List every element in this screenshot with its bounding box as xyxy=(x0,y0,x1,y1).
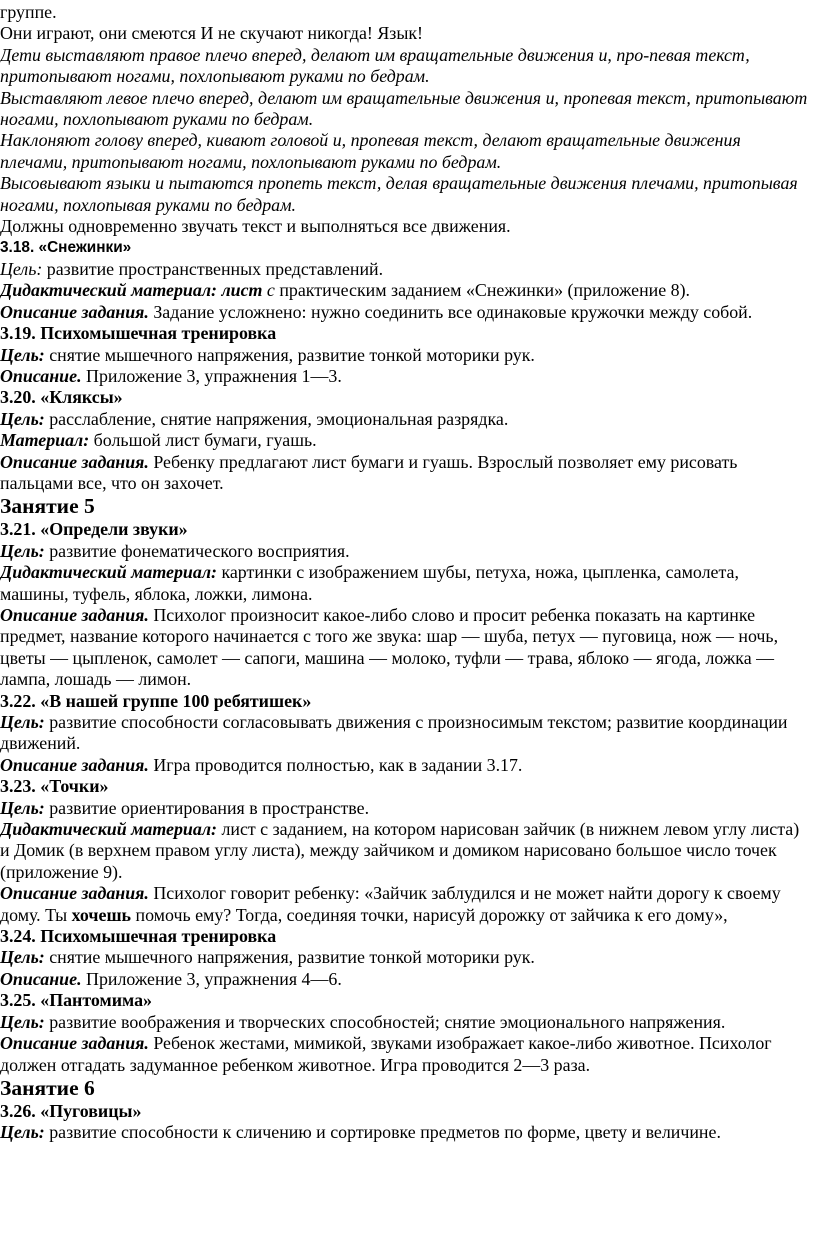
instruction-paragraph: Наклоняют голову вперед, кивают головой и, пропевая текст, делают вращательные движения плечами, притопывают ногами, похлопывают руками по бедрам. xyxy=(0,130,741,172)
description-paragraph xyxy=(0,302,810,323)
material-line xyxy=(0,562,810,605)
description-text: Ребенку предлагают лист бумаги и гуашь. Взрослый позволяет ему рисовать пальцами все, что он захочет. xyxy=(0,451,738,493)
goal-text: развитие способности к сличению и сортировке предметов по форме, цвету и величине. xyxy=(44,1122,721,1143)
description-paragraph xyxy=(0,366,810,387)
description-text: Игра проводится полностью, как в задании 3.17. xyxy=(148,754,523,775)
material-text: практическим заданием «Снежинки» (приложение 8). xyxy=(274,280,691,301)
description-label: Описание. xyxy=(0,365,82,386)
instruction-paragraph: Дети выставляют правое плечо вперед, делают им вращательные движения и, про-певая текст, притопывают ногами, похлопывают руками по бедрам. xyxy=(0,44,750,87)
goal-text: расслабление, снятие напряжения, эмоциональная разрядка. xyxy=(44,408,509,429)
description-text: Задание усложнено: нужно соединить все одинаковые кружочки между собой. xyxy=(148,301,753,322)
goal-text: развитие воображения и творческих способностей; снятие эмоционального напряжения. xyxy=(44,1011,726,1032)
section-heading: 3.21. «Определи звуки» xyxy=(0,519,188,540)
lesson-title: Занятие 6 xyxy=(0,1075,95,1100)
description-label: Описание. xyxy=(0,968,82,989)
description-paragraph xyxy=(0,969,810,990)
goal-text: снятие мышечного напряжения, развитие тонкой моторики рук. xyxy=(44,344,535,365)
goal-label: Цель: xyxy=(0,408,45,429)
description-label: Описание задания. xyxy=(0,1033,149,1054)
description-paragraph xyxy=(0,605,810,691)
description-label: Описание задания. xyxy=(0,754,149,775)
goal-line xyxy=(0,409,810,430)
section-heading: 3.18. «Снежинки» xyxy=(0,239,132,257)
material-line xyxy=(0,819,810,883)
description-text: Ребенок жестами, мимикой, звуками изображает какое-либо животное. Психолог должен отгадать задуманное ребенком животное. Игра проводится 2—3 раза. xyxy=(0,1033,772,1075)
material-line xyxy=(0,280,810,301)
goal-line xyxy=(0,345,810,366)
description-paragraph xyxy=(0,755,810,776)
goal-line xyxy=(0,1122,810,1143)
goal-text: снятие мышечного напряжения, развитие тонкой моторики рук. xyxy=(44,947,535,968)
section-heading: 3.20. «Кляксы» xyxy=(0,387,123,408)
description-paragraph xyxy=(0,883,810,926)
description-text: Психолог произносит какое-либо слово и просит ребенка показать на картинке предмет, название которого начинается с того же звука: шар — шуба, петух — пуговица, нож — ночь, цветы — цыпленок, самолет — сапоги, машина — молоко, туфли — трава, яблоко — ягода, ложка — лампа, лошадь — лимон. xyxy=(0,604,779,690)
material-text: лист с заданием, на котором нарисован зайчик (в нижнем левом углу листа) и Домик (в верхнем правом углу листа), между зайчиком и домиком нарисовано большое число точек (приложение 9). xyxy=(0,819,800,882)
description-text-cont: помочь ему? Тогда, соединяя точки, нарисуй дорожку от зайчика к его дому», xyxy=(131,904,728,925)
description-label: Описание задания. xyxy=(0,301,149,322)
section-heading: 3.25. «Пантомима» xyxy=(0,990,152,1011)
instruction-paragraph: Выставляют левое плечо вперед, делают им вращательные движения и, пропевая текст, притопывают ногами, похлопывают руками по бедрам. xyxy=(0,87,808,130)
goal-text: развитие ориентирования в пространстве. xyxy=(44,797,370,818)
goal-line xyxy=(0,1012,810,1033)
goal-line xyxy=(0,712,810,755)
goal-label: Цель: xyxy=(0,258,43,279)
material-label-suffix: с xyxy=(262,280,275,301)
goal-text: развитие фонематического восприятия. xyxy=(44,540,350,561)
description-text: Психолог говорит ребенку: «Зайчик заблудился и не может найти дорогу к своему дому. Ты xyxy=(0,883,781,925)
goal-line xyxy=(0,541,810,562)
section-heading: 3.23. «Точки» xyxy=(0,776,109,797)
goal-label: Цель: xyxy=(0,540,45,561)
section-heading: 3.26. «Пуговицы» xyxy=(0,1100,142,1121)
description-text: Приложение 3, упражнения 4—6. xyxy=(81,968,342,989)
description-label: Описание задания. xyxy=(0,883,149,904)
description-label: Описание задания. xyxy=(0,604,149,625)
intro-line: Они играют, они смеются И не скучают никогда! Язык! xyxy=(0,23,423,44)
section-heading: 3.19. Психомышечная тренировка xyxy=(0,323,277,344)
goal-line xyxy=(0,798,810,819)
material-line xyxy=(0,430,810,451)
material-label: Дидактический материал: xyxy=(0,819,217,840)
emphasis-word: хочешь xyxy=(71,904,132,925)
goal-label: Цель: xyxy=(0,344,45,365)
goal-label: Цель: xyxy=(0,797,45,818)
instruction-paragraph: Высовывают языки и пытаются пропеть текст, делая вращательные движения плечами, притопывая ногами, похлопывая руками по бедрам. xyxy=(0,173,798,215)
lesson-title: Занятие 5 xyxy=(0,494,95,519)
goal-label: Цель: xyxy=(0,947,45,968)
description-paragraph xyxy=(0,452,810,495)
material-label: Материал: xyxy=(0,430,90,451)
material-label: Дидактический материал: лист xyxy=(0,280,263,301)
description-text: Приложение 3, упражнения 1—3. xyxy=(81,365,342,386)
intro-line: Должны одновременно звучать текст и выполняться все движения. xyxy=(0,216,511,237)
goal-text: развитие способности согласовывать движения с произносимым текстом; развитие координации движений. xyxy=(0,712,788,754)
material-text: картинки с изображением шубы, петуха, ножа, цыпленка, самолета, машины, туфель, яблока, ложки, лимона. xyxy=(0,562,739,604)
description-paragraph xyxy=(0,1033,810,1076)
section-heading: 3.22. «В нашей группе 100 ребятишек» xyxy=(0,690,312,711)
goal-label: Цель: xyxy=(0,712,45,732)
goal-text: развитие пространственных представлений. xyxy=(42,258,384,279)
material-label: Дидактический материал: xyxy=(0,562,217,583)
goal-line xyxy=(0,259,810,280)
goal-label: Цель: xyxy=(0,1011,45,1032)
material-text: большой лист бумаги, гуашь. xyxy=(89,430,317,451)
goal-label: Цель: xyxy=(0,1122,45,1143)
goal-line xyxy=(0,947,810,968)
intro-line: группе. xyxy=(0,2,57,22)
description-label: Описание задания. xyxy=(0,451,149,472)
section-heading: 3.24. Психомышечная тренировка xyxy=(0,926,277,947)
